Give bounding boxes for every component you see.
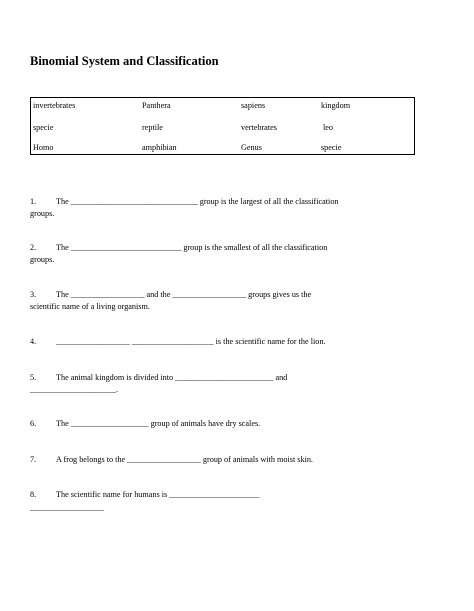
word-bank-word: kingdom <box>321 101 351 110</box>
question-item <box>30 242 420 268</box>
word-bank-word: sapiens <box>241 101 266 110</box>
question-number: 7. <box>30 455 37 464</box>
question-item <box>30 418 420 432</box>
word-bank-word: specie <box>33 123 54 132</box>
word-bank-box <box>30 97 415 155</box>
word-bank-word: vertebrates <box>241 123 277 132</box>
question-text: The animal kingdom is divided into ________________________ and <box>56 373 288 382</box>
question-number: 1. <box>30 197 37 206</box>
word-bank-word: Panthera <box>142 101 171 110</box>
question-text-continued: groups. <box>30 209 55 218</box>
question-item <box>30 489 420 515</box>
question-item <box>30 196 420 222</box>
question-text-continued: groups. <box>30 255 55 264</box>
question-number: 4. <box>30 337 37 346</box>
word-bank-word: amphibian <box>142 143 177 152</box>
question-text: The ___________________ group of animals have dry scales. <box>56 419 261 428</box>
question-text-continued: _____________________. <box>30 385 119 394</box>
question-item <box>30 336 420 350</box>
question-number: 5. <box>30 373 37 382</box>
word-bank-word: Homo <box>33 143 54 152</box>
question-number: 2. <box>30 243 37 252</box>
question-item <box>30 454 420 468</box>
word-bank-word: leo <box>323 123 334 132</box>
question-item <box>30 289 420 315</box>
worksheet-title: Binomial System and Classification <box>30 54 219 68</box>
question-text: A frog belongs to the __________________ group of animals with moist skin. <box>56 455 313 464</box>
word-bank-word: invertebrates <box>33 101 76 110</box>
question-text: __________________ ____________________ is the scientific name for the lion. <box>56 337 326 346</box>
question-text-continued: scientific name of a living organism. <box>30 302 150 311</box>
question-text-continued: __________________ <box>30 503 104 512</box>
word-bank-word: specie <box>321 143 342 152</box>
question-text: The _______________________________ group is the largest of all the classification <box>56 197 339 206</box>
question-number: 6. <box>30 419 37 428</box>
question-number: 8. <box>30 490 37 499</box>
word-bank-word: Genus <box>241 143 262 152</box>
question-text: The ___________________________ group is the smallest of all the classification <box>56 243 328 252</box>
question-text: The __________________ and the __________________ groups gives us the <box>56 290 312 299</box>
question-number: 3. <box>30 290 37 299</box>
question-text: The scientific name for humans is ______________________ <box>56 490 260 499</box>
word-bank-word: reptile <box>142 123 163 132</box>
question-item <box>30 372 420 398</box>
